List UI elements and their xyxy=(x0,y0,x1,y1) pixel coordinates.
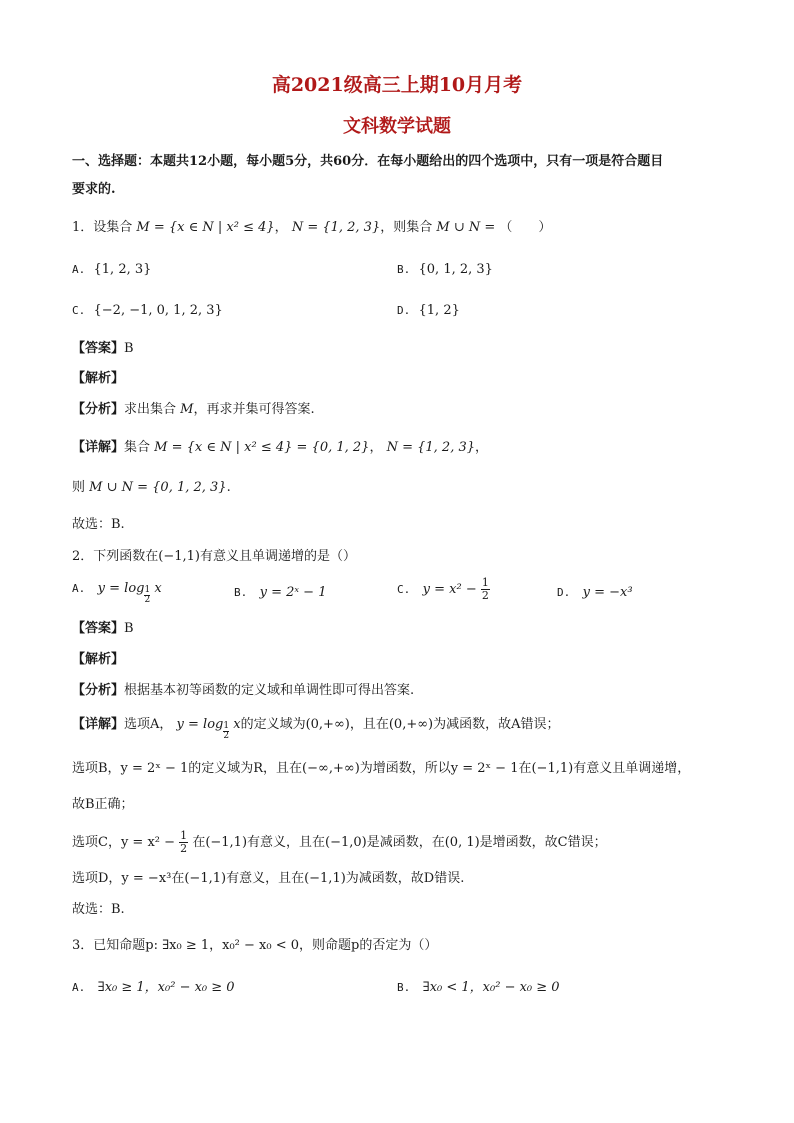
section-heading-line1: 一、选择题：本题共12小题，每小题5分，共60分．在每小题给出的四个选项中，只有一项是符合题目 xyxy=(72,154,664,169)
q2-option-c xyxy=(397,577,490,602)
then-text: 则 xyxy=(72,480,86,495)
option-text: {1, 2, 3} xyxy=(93,262,152,277)
q1-choose: 故选：B. xyxy=(72,517,125,532)
detail-tag: 【详解】 xyxy=(72,717,125,732)
log-base-den: 2 xyxy=(223,731,230,741)
detail-log: y = log xyxy=(176,717,224,732)
detail-text: 选项A， xyxy=(124,717,173,732)
option-label: A. xyxy=(72,582,86,595)
section-heading-line2: 要求的. xyxy=(72,182,116,197)
q1-option-d xyxy=(397,302,460,320)
detail-sep: ， xyxy=(369,440,383,455)
q1-analysis-tag: 【解析】 xyxy=(72,371,125,386)
detail-text-tail: 的定义域为(0,+∞)，且在(0,+∞)为减函数，故A错误； xyxy=(240,717,560,732)
option-text: ∃x₀ ≥ 1，x₀² − x₀ ≥ 0 xyxy=(97,980,235,995)
q1-sep: ， xyxy=(274,220,288,235)
detail-c-post: 在(−1,1)有意义，且在(−1,0)是减函数，在(0, 1)是增函数，故C错误； xyxy=(192,835,607,850)
exam-title: 高2021级高三上期10月月考 xyxy=(271,74,523,96)
option-label: D. xyxy=(397,304,411,317)
detail-set-m: M = {x ∈ N | x² ≤ 4} = {0, 1, 2} xyxy=(154,440,370,455)
q2-detail-c xyxy=(72,830,607,855)
option-label: A. xyxy=(72,981,86,994)
q1-option-b xyxy=(397,261,493,279)
option-text: y = −x³ xyxy=(582,585,633,600)
q2-answer xyxy=(72,620,134,638)
q3-stem: 3．已知命题p: ∃x₀ ≥ 1，x₀² − x₀ < 0，则命题p的否定为（） xyxy=(72,938,438,953)
q2-option-d xyxy=(557,584,633,602)
option-label: B. xyxy=(397,981,411,994)
option-log-x: x xyxy=(154,581,162,596)
q1-union: M ∪ N = xyxy=(436,220,496,235)
option-text: {0, 1, 2, 3} xyxy=(418,262,493,277)
fenxi-tag: 【分析】 xyxy=(72,683,125,698)
detail-text-a: 集合 xyxy=(124,440,151,455)
log-base xyxy=(223,722,229,741)
q2-option-b xyxy=(234,584,326,602)
q1-option-c xyxy=(72,302,223,320)
q1-stem xyxy=(72,219,551,237)
option-label: B. xyxy=(234,586,248,599)
frac-num: 1 xyxy=(481,576,489,589)
detail-tag: 【详解】 xyxy=(72,440,125,455)
option-text: {−2, −1, 0, 1, 2, 3} xyxy=(93,303,223,318)
q1-then xyxy=(72,479,231,497)
answer-tag: 【答案】 xyxy=(72,341,125,356)
then-union: M ∪ N = {0, 1, 2, 3} xyxy=(89,480,227,495)
q1-stem-suffix: ，则集合 xyxy=(380,220,433,235)
q1-set-n: N = {1, 2, 3} xyxy=(291,220,381,235)
detail-c-fraction xyxy=(179,830,188,855)
q2-stem: 2．下列函数在(−1,1)有意义且单调递增的是（） xyxy=(72,549,356,564)
q1-answer xyxy=(72,340,134,358)
log-base-num: 1 xyxy=(144,585,151,595)
q2-detail-a xyxy=(72,716,560,741)
q2-choose: 故选：B. xyxy=(72,902,125,917)
fenxi-m: M xyxy=(180,402,194,417)
option-label: C. xyxy=(72,304,86,317)
frac-den: 2 xyxy=(481,589,489,602)
q2-detail-d: 选项D，y = −x³在(−1,1)有意义，且在(−1,1)为减函数，故D错误. xyxy=(72,871,465,886)
q2-detail-b1: 选项B，y = 2ˣ − 1的定义域为R，且在(−∞,+∞)为增函数，所以y = 2ˣ − 1在(−1,1)有意义且单调递增， xyxy=(72,761,691,776)
q1-set-m: M = {x ∈ N | x² ≤ 4} xyxy=(136,220,275,235)
q1-option-a xyxy=(72,261,151,279)
fenxi-text-b: ，再求并集可得答案. xyxy=(193,402,315,417)
q3-option-b xyxy=(397,979,560,997)
fenxi-tag: 【分析】 xyxy=(72,402,125,417)
frac-den: 2 xyxy=(180,842,188,855)
log-base xyxy=(144,586,150,605)
q2-option-a xyxy=(72,580,162,605)
answer-tag: 【答案】 xyxy=(72,621,125,636)
option-label: B. xyxy=(397,263,411,276)
detail-end: ， xyxy=(475,440,489,455)
q2-analysis-tag: 【解析】 xyxy=(72,652,125,667)
fenxi-text: 根据基本初等函数的定义域和单调性即可得出答案. xyxy=(124,683,415,698)
option-label: D. xyxy=(557,586,571,599)
detail-set-n: N = {1, 2, 3} xyxy=(386,440,476,455)
option-text: y = x² − xyxy=(422,582,477,597)
answer-value: B xyxy=(124,621,134,636)
q1-blank: （ ） xyxy=(499,220,552,235)
option-label: A. xyxy=(72,263,86,276)
answer-value: B xyxy=(124,341,134,356)
option-log: y = log xyxy=(97,581,145,596)
log-base-num: 1 xyxy=(223,721,230,731)
option-text: {1, 2} xyxy=(418,303,460,318)
option-label: C. xyxy=(397,583,411,596)
exam-subtitle: 文科数学试题 xyxy=(343,116,451,137)
q2-fenxi xyxy=(72,682,414,700)
frac-num: 1 xyxy=(180,829,188,842)
q1-fenxi xyxy=(72,401,315,419)
detail-log-x: x xyxy=(233,717,241,732)
option-fraction xyxy=(481,577,490,602)
detail-c-pre: 选项C，y = x² − xyxy=(72,835,176,850)
option-text: y = 2ˣ − 1 xyxy=(259,585,327,600)
q3-option-a xyxy=(72,979,235,997)
then-end: . xyxy=(226,480,231,495)
option-text: ∃x₀ < 1，x₀² − x₀ ≥ 0 xyxy=(422,980,560,995)
q1-stem-prefix: 1．设集合 xyxy=(72,220,133,235)
fenxi-text-a: 求出集合 xyxy=(124,402,177,417)
q2-detail-b2: 故B正确； xyxy=(72,797,134,812)
log-base-den: 2 xyxy=(144,595,151,605)
q1-detail xyxy=(72,439,488,457)
